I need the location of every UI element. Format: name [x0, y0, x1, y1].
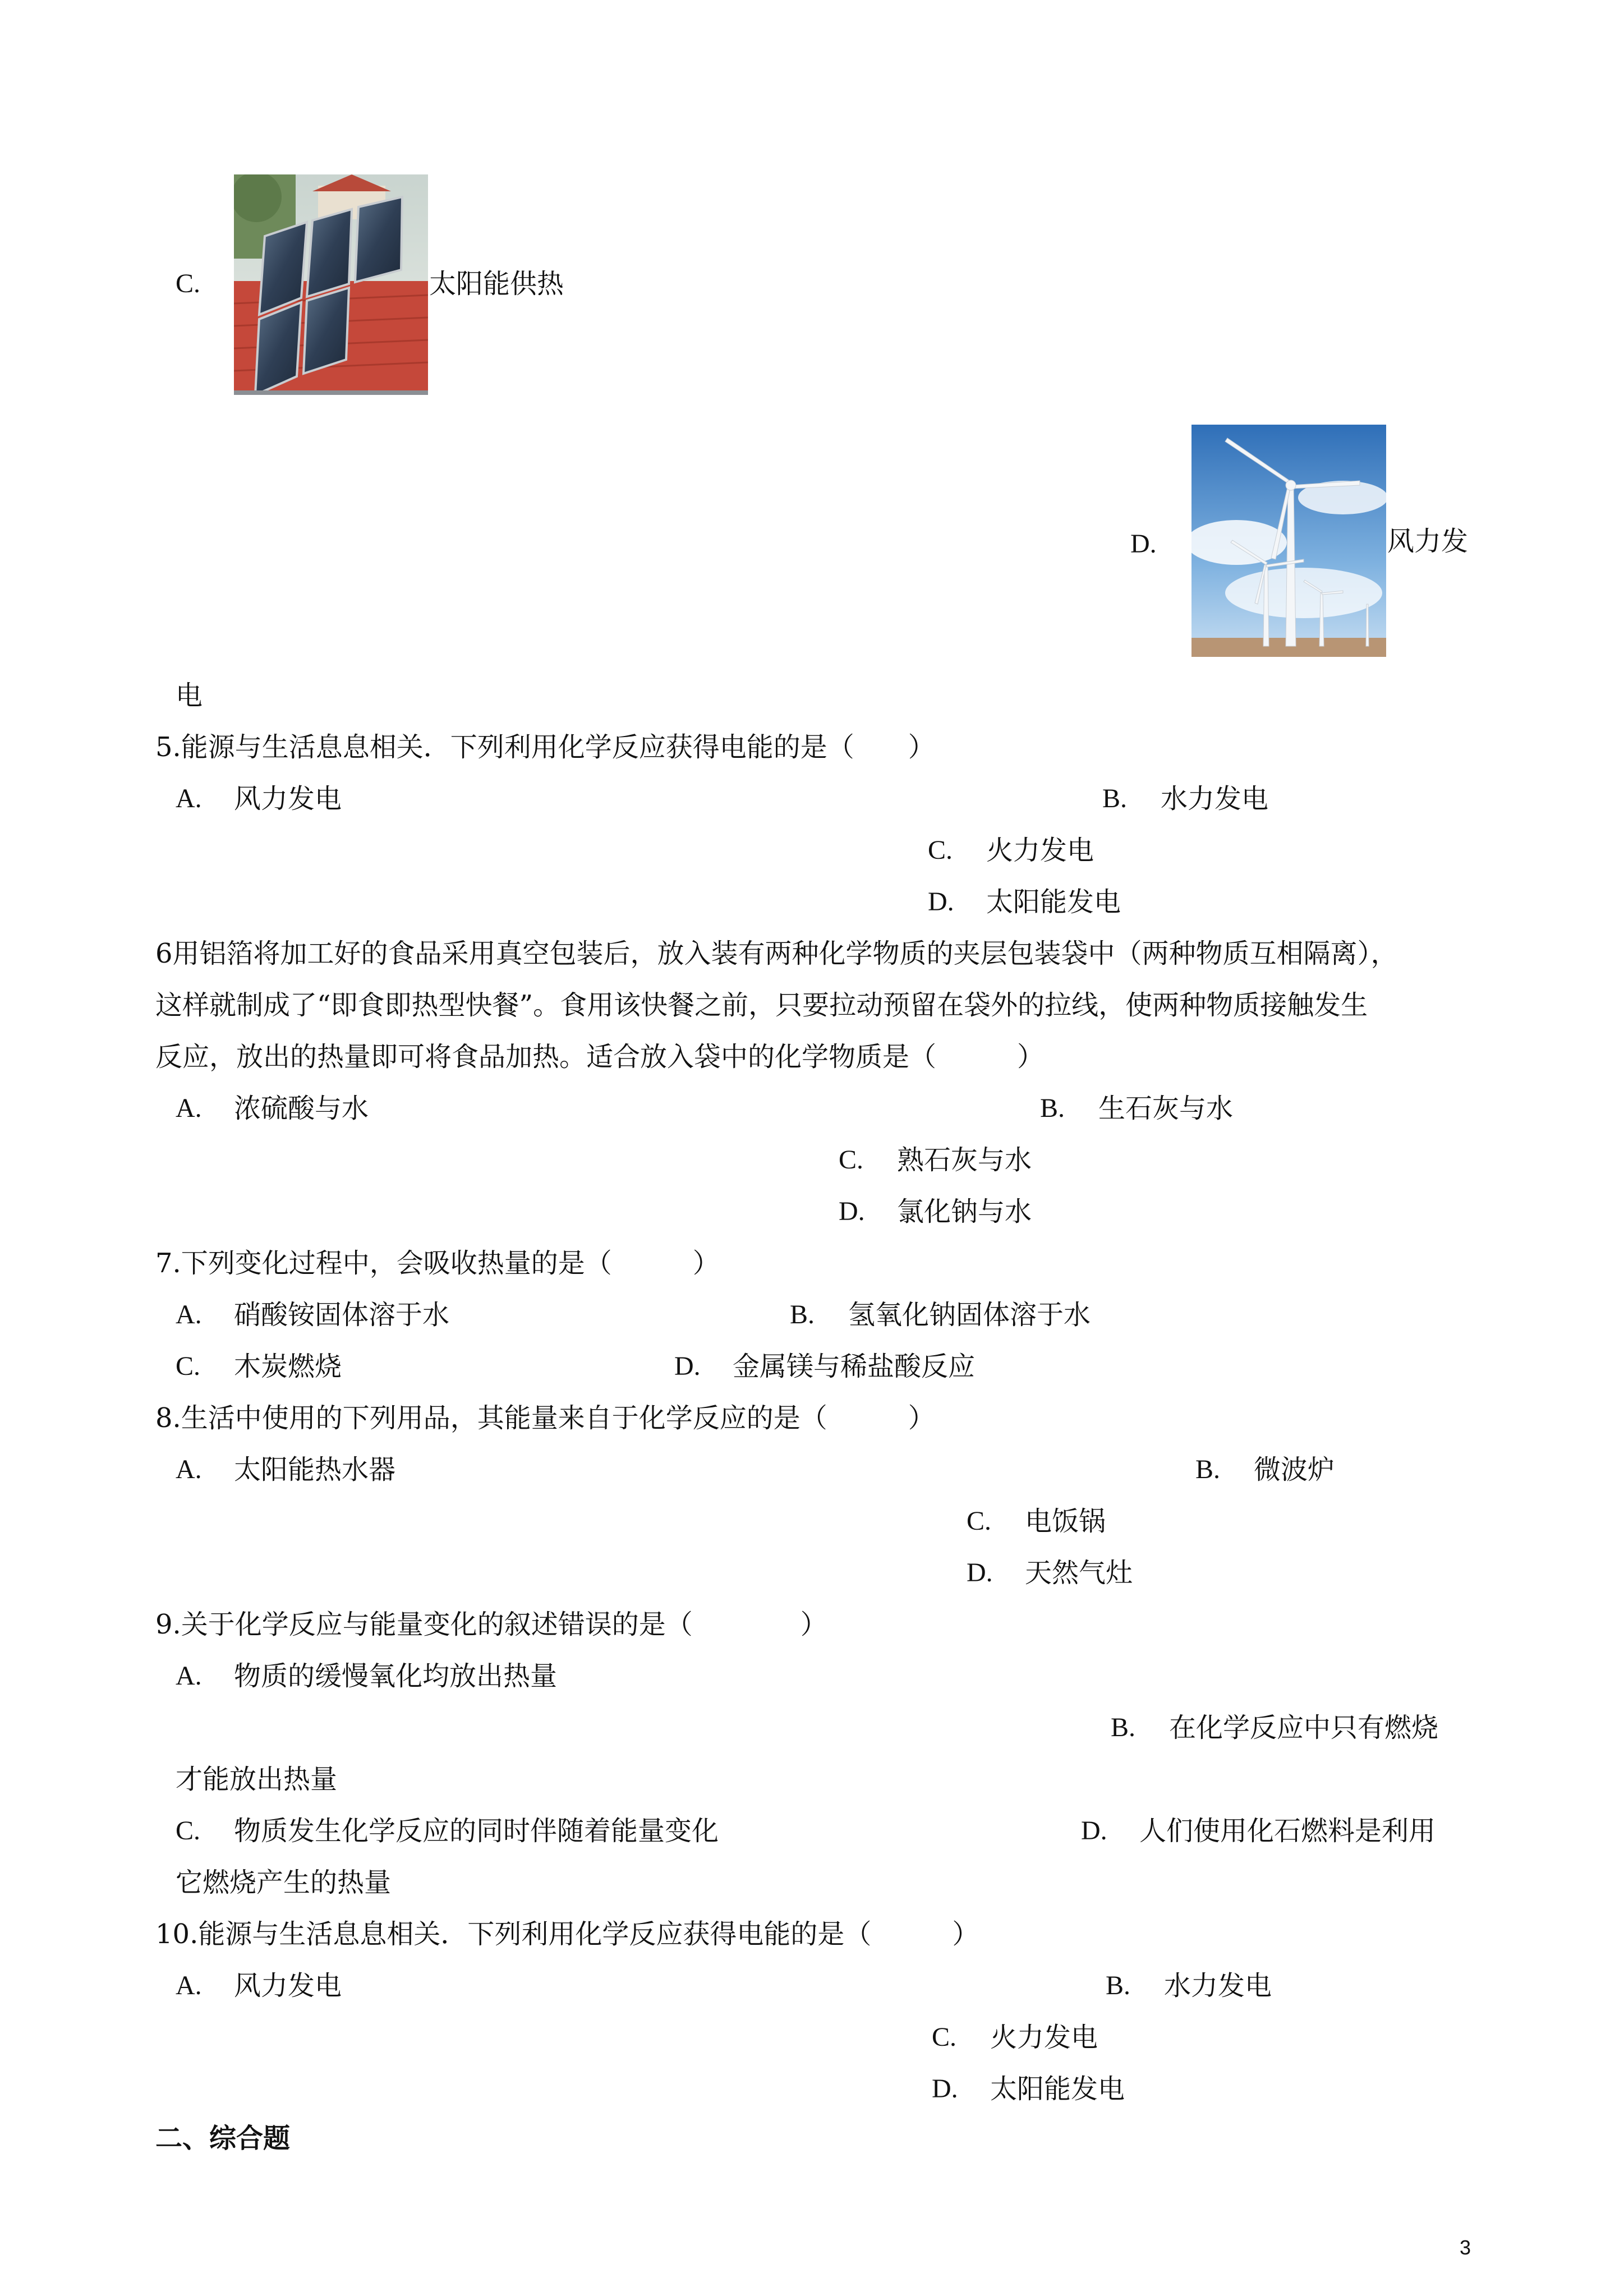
option-text: 木炭燃烧: [234, 1351, 342, 1382]
option-text: 物质发生化学反应的同时伴随着能量变化: [234, 1815, 719, 1847]
question-stem: 8.生活中使用的下列用品，其能量来自于化学反应的是（ ）: [155, 1402, 935, 1434]
option-text: 熟石灰与水: [897, 1144, 1032, 1176]
option-label: B.: [1106, 1971, 1131, 2000]
option-label: B.: [790, 1300, 815, 1329]
option-label: D.: [928, 887, 954, 917]
option-text: 电饭锅: [1025, 1506, 1106, 1537]
option-text: 火力发电: [990, 2022, 1098, 2053]
option-text: 水力发电: [1161, 783, 1269, 815]
option-text: 火力发电: [986, 835, 1094, 866]
option-label: A.: [176, 1093, 202, 1123]
option-label: D.: [932, 2074, 958, 2104]
option-text: 风力发电: [234, 1970, 342, 2001]
option-label: C.: [928, 835, 953, 865]
option-label: A.: [176, 1971, 202, 2000]
option-label: C.: [176, 269, 201, 298]
question-stem: 7.下列变化过程中，会吸收热量的是（ ）: [155, 1248, 720, 1279]
option-text: 生石灰与水: [1098, 1093, 1234, 1124]
option-text: 微波炉: [1254, 1454, 1335, 1485]
option-text: 人们使用化石燃料是利用: [1139, 1815, 1436, 1847]
question-stem: 9.关于化学反应与能量变化的叙述错误的是（ ）: [155, 1609, 827, 1640]
option-label: C.: [839, 1145, 864, 1175]
option-text: 水力发电: [1164, 1970, 1272, 2001]
solar-heater-image: [234, 174, 428, 395]
option-label: B.: [1195, 1455, 1221, 1484]
option-label: C.: [176, 1816, 201, 1846]
option-label: D.: [1130, 529, 1157, 559]
wind-turbine-image: [1191, 425, 1386, 657]
option-text: 硝酸铵固体溶于水: [234, 1299, 450, 1331]
option-text: 太阳能供热: [429, 268, 564, 300]
option-text: 风力发电: [234, 783, 342, 815]
option-text-continued: 电: [176, 680, 203, 711]
option-text: 浓硫酸与水: [234, 1093, 369, 1124]
option-label: A.: [176, 1455, 202, 1484]
section-heading: 二、综合题: [155, 2123, 291, 2154]
option-label: A.: [176, 1300, 202, 1329]
question-stem: 5.能源与生活息息相关．下列利用化学反应获得电能的是（ ）: [155, 731, 935, 763]
option-text: 太阳能发电: [986, 886, 1121, 918]
option-label: C.: [176, 1351, 201, 1381]
option-label: D.: [839, 1197, 865, 1226]
option-text: 氯化钠与水: [897, 1196, 1032, 1227]
option-text: 太阳能发电: [990, 2073, 1125, 2105]
option-text-continued: 才能放出热量: [176, 1764, 338, 1795]
question-stem: 这样就制成了“即食即热型快餐”。食用该快餐之前，只要拉动预留在袋外的拉线，使两种物质接触发生: [155, 990, 1368, 1021]
option-text: 风力发: [1387, 526, 1469, 557]
option-label: D.: [1081, 1816, 1107, 1846]
option-label: D.: [967, 1558, 993, 1588]
option-label: D.: [674, 1351, 701, 1381]
option-text: 金属镁与稀盐酸反应: [733, 1351, 976, 1382]
page-number: 3: [1460, 2236, 1471, 2259]
option-label: B.: [1102, 784, 1128, 813]
question-stem: 10.能源与生活息息相关．下列利用化学反应获得电能的是（ ）: [155, 1918, 979, 1950]
question-stem: 6用铝箔将加工好的食品采用真空包装后，放入装有两种化学物质的夹层包装袋中（两种物质互相隔离），: [155, 938, 1398, 969]
option-text: 物质的缓慢氧化均放出热量: [234, 1660, 558, 1692]
option-text-continued: 它燃烧产生的热量: [176, 1867, 392, 1898]
option-label: C.: [932, 2022, 957, 2052]
option-label: C.: [967, 1506, 992, 1536]
option-label: B.: [1040, 1093, 1065, 1123]
option-text: 天然气灶: [1025, 1557, 1133, 1589]
option-label: B.: [1111, 1713, 1136, 1742]
question-stem: 反应，放出的热量即可将食品加热。适合放入袋中的化学物质是（ ）: [155, 1041, 1045, 1073]
option-text: 氢氧化钠固体溶于水: [848, 1299, 1091, 1331]
option-label: A.: [176, 1661, 202, 1691]
option-label: A.: [176, 784, 202, 813]
option-text: 在化学反应中只有燃烧: [1169, 1712, 1439, 1743]
option-text: 太阳能热水器: [234, 1454, 396, 1485]
